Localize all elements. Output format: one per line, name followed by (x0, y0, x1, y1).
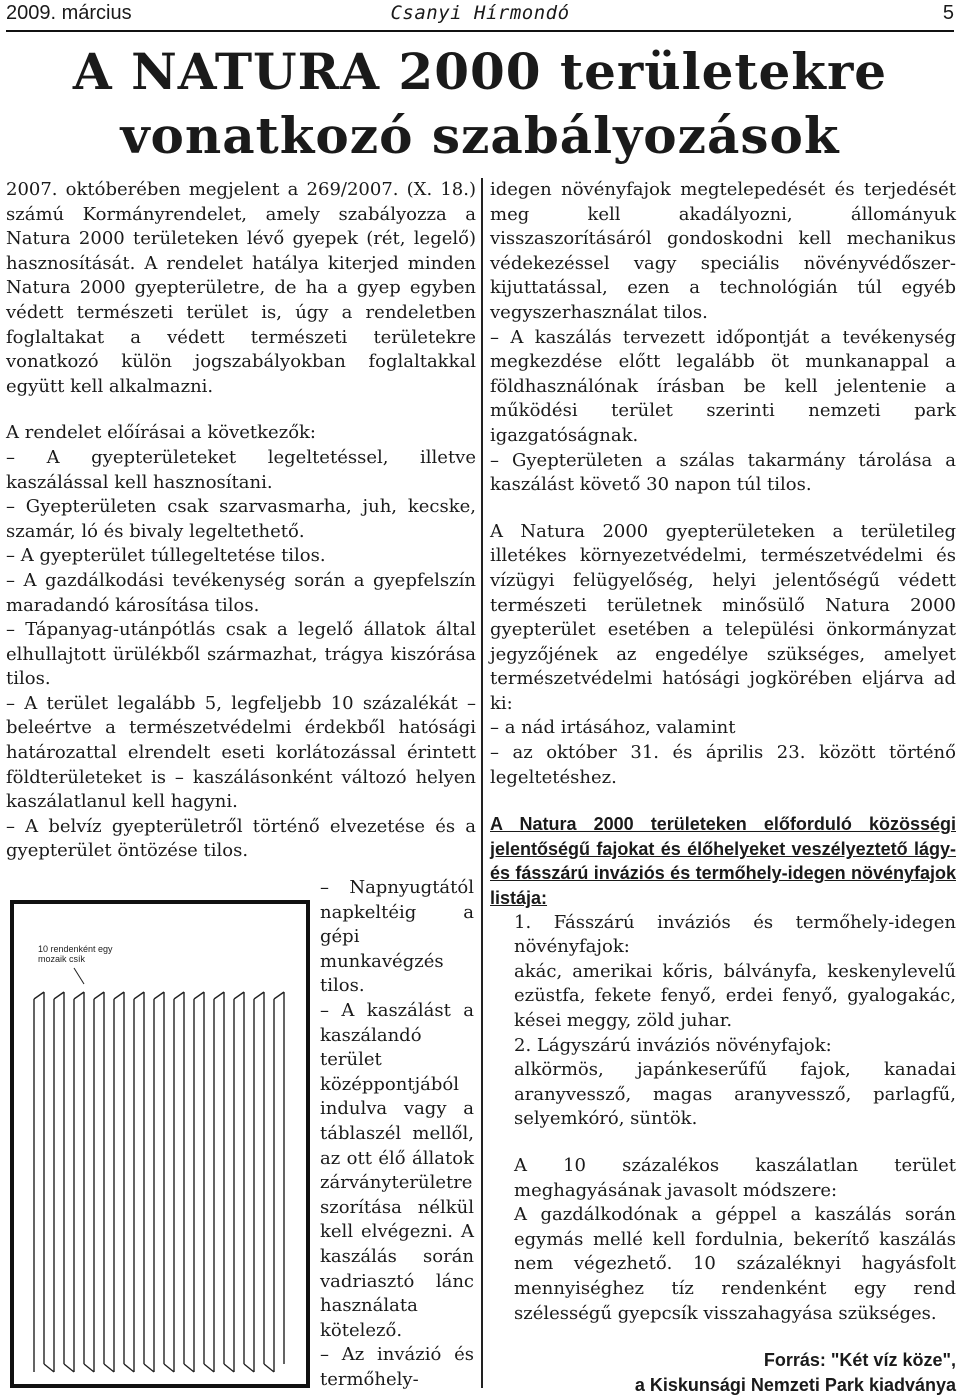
mowing-line (254, 992, 264, 999)
header-rule (6, 30, 954, 32)
mowing-line (114, 992, 124, 999)
page-header (6, 0, 954, 30)
column-divider (481, 178, 483, 1388)
right-column (490, 178, 956, 1397)
source-line-2: a Kiskunsági Nemzeti Park kiadványa (634, 1374, 956, 1395)
herb-heading: 2. Lágyszárú inváziós növényfajok: (514, 1034, 832, 1056)
rule-item: – Tápanyag-utánpótlás csak a legelő állatok által elhullajtott ürülékből származhat, trágya kiszórása tilos. (6, 619, 476, 690)
mowing-line (94, 992, 104, 999)
rule-item: – A kaszálást a kaszálandó terület középpontjából indulva vagy a táblaszél mellől, az ott élő állatok zárványterületre szorítása nélkül kell elvégezni. A kaszálás során vadriasztó lánc használata kötelező. (320, 999, 474, 1341)
mowing-line (74, 968, 84, 984)
permission-paragraph: A Natura 2000 gyepterületeken a területileg illetékes környezetvédelmi, természetvédelmi és vízügyi felügyelőség, helyi jelentőségű védett természeti területnek minősülő Natura 2000 gyepterület esetében a települési önkormányzat jegyzőjének az engedélye szükséges, amelyet természetvédelmi hatósági jogkörében eljárva ad ki: (490, 520, 956, 714)
diagram-label: 10 rendenként egy mozaik csík (38, 944, 113, 964)
mowing-line (104, 1364, 114, 1372)
mowing-line (64, 1364, 74, 1372)
rule-item: – Gyepterületen csak szarvasmarha, juh, kecske, szamár, ló és bivaly legeltethető. (6, 496, 476, 542)
mowing-line (34, 992, 44, 999)
mowing-line (154, 992, 164, 999)
mowing-line (174, 992, 184, 999)
mowing-line (134, 992, 144, 999)
source-line-1: Forrás: "Két víz köze", (763, 1350, 956, 1371)
mowing-diagram (10, 900, 310, 1388)
mowing-line (84, 1364, 94, 1372)
method-text: A gazdálkodónak a géppel a kaszálás során egymás mellé kell fordulnia, bekerítő kaszálás nem végezhető. 10 százaléknyi hagyásfolt mennyiséghez tíz rendenként egy rend szélességű gyepcsík visszahagyása szükséges. (514, 1204, 956, 1324)
mowing-line (274, 992, 284, 999)
mowing-line (54, 992, 64, 999)
narrow-column (320, 876, 474, 1392)
page-number: 5 (942, 2, 954, 24)
woody-heading: 1. Fásszárú inváziós és termőhely-idegen növényfajok: (514, 911, 956, 958)
continued-paragraph: idegen növényfajok megtelepedését és terjedését meg kell akadályozni, állományuk visszaszorításáról gondoskodni kell mechanikus védekezéssel vagy speciális növényvédőszer-kijuttatással, ezen a technológián túl egyéb vegyszerhasználat tilos. (490, 179, 956, 323)
mowing-line (234, 992, 244, 999)
mowing-line (244, 1364, 254, 1372)
article-title-line-2: vonatkozó szabályozások (120, 106, 840, 165)
newspaper-name: Csanyi Hírmondó (390, 2, 570, 24)
intro-paragraph: 2007. októberében megjelent a 269/2007. (X. 18.) számú Kormányrendelet, amely szabályozza a Natura 2000 területeken lévő gyepek (rét, legelő) hasznosítását. A rendelet hatálya kiterjed minden Natura 2000 gyepterületre, de ha a gyep egyben védett természeti terület is, úgy a rendeletben foglaltakat a védett természeti területekre vonatkozó külön jogszabályokban foglaltakkal együtt kell alkalmazni. (6, 179, 476, 397)
mowing-line (44, 1364, 54, 1372)
article-title-line-1: A NATURA 2000 területekre (72, 42, 888, 101)
mowing-line (214, 992, 224, 999)
rule-item: – A terület legalább 5, legfeljebb 10 százalékát – beleértve a természetvédelmi érdekből hatósági határozattal elrendelt eseti korlátozással érintett földterületeket is – kaszálásonként változó helyen kaszálatlanul kell hagyni. (6, 692, 476, 813)
species-heading: A Natura 2000 területeken előforduló közösségi jelentőségű fajokat és élőhelyeket veszélyeztető lágy- és fásszárú inváziós és termőhely-idegen növényfajok listája: (490, 814, 956, 909)
rules-heading: A rendelet előírásai a következők: (6, 422, 316, 444)
left-column (6, 178, 476, 864)
permission-item: – a nád irtásához, valamint (490, 717, 736, 739)
mowing-line (124, 1364, 134, 1372)
mowing-line (74, 992, 84, 999)
mowing-line (184, 1364, 194, 1372)
herb-list: alkörmös, japánkeserűfű fajok, kanadai aranyvessző, magas aranyvessző, parlagfű, selyemkóró, süntök. (514, 1059, 956, 1130)
rule-item: – A gazdálkodási tevékenység során a gyepfelszín maradandó károsítása tilos. (6, 569, 476, 616)
rule-item: – A belvíz gyepterületről történő elvezetése és a gyepterület öntözése tilos. (6, 815, 476, 862)
rule-item: – A gyepterület túllegeltetése tilos. (6, 545, 326, 567)
mowing-line (194, 992, 204, 999)
mowing-line (224, 1364, 234, 1372)
mowing-pattern (14, 904, 306, 1384)
mowing-line (264, 1364, 274, 1372)
rule-item: – Gyepterületen a szálas takarmány tárolása a kaszálást követő 30 napon túl tilos. (490, 449, 956, 496)
mowing-line (164, 1364, 174, 1372)
woody-list: akác, amerikai kőris, bálványfa, keskenylevelű ezüstfa, fekete fenyő, erdei fenyő, gyalogakác, kései meggy, zöld juhar. (514, 960, 956, 1031)
rule-item: – Az invázió és termőhely- (320, 1344, 474, 1390)
mowing-line (144, 1364, 154, 1372)
mowing-line (204, 1364, 214, 1372)
rule-item: – A kaszálás tervezett időpontját a tevékenység megkezdése előtt legalább öt munkanappal a földhasználónak írásban be kell jelentenie a működési terület szerinti nemzeti park igazgatóságnak. (490, 326, 956, 446)
issue-date: 2009. március (6, 2, 132, 24)
permission-item: – az október 31. és április 23. között történő legeltetéshez. (490, 742, 956, 788)
method-heading: A 10 százalékos kaszálatlan terület meghagyásának javasolt módszere: (514, 1154, 956, 1201)
article-title (0, 40, 960, 168)
rule-item: – A gyepterületeket legeltetéssel, illetve kaszálással kell hasznosítani. (6, 446, 476, 493)
rule-item: – Napnyugtától napkeltéig a gépi munkavégzés tilos. (320, 877, 474, 997)
